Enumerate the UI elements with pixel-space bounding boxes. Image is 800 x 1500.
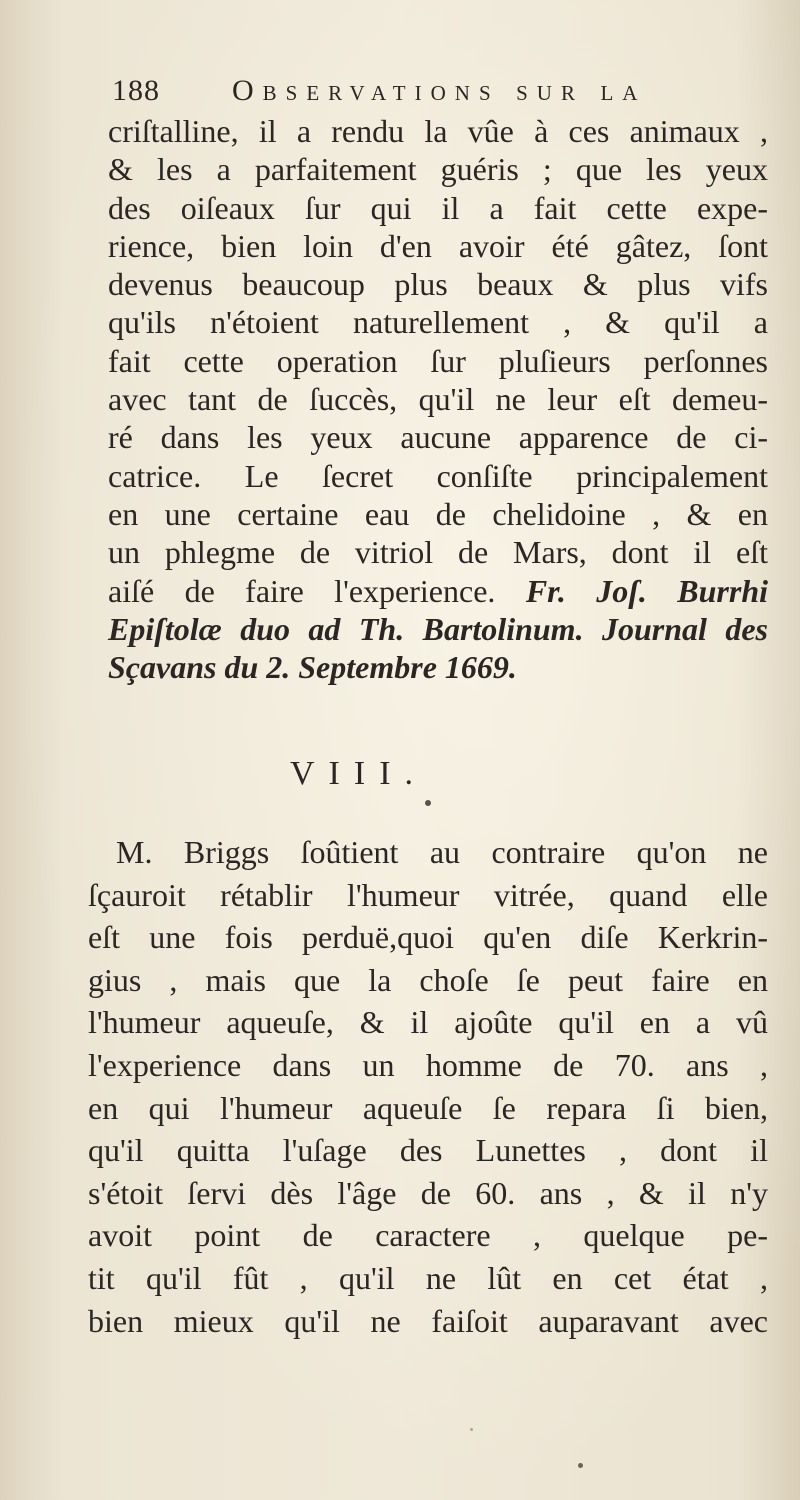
citation-start: Fr. Joſ. Burrhi — [525, 572, 769, 609]
text-line: devenus beaucoup plus beaux & plus vifs — [108, 266, 768, 303]
page-number: 188 — [112, 74, 160, 107]
paper-speck — [470, 1428, 473, 1431]
running-head: Observations sur la — [232, 74, 647, 107]
page-header — [112, 70, 712, 114]
text-line: M. Briggs ſoûtient au contraire qu'on ne — [116, 834, 768, 870]
text-line: en une certaine eau de chelidoine , & en — [108, 495, 768, 532]
section-heading: VIII. — [290, 755, 428, 792]
text-fragment: aiſé de faire l'experience. — [108, 572, 496, 609]
text-line: un phlegme de vitriol de Mars, dont il eſt — [108, 534, 768, 571]
text-line: gius , mais que la choſe ſe peut faire en — [88, 961, 768, 998]
text-line: avoit point de caractere , quelque pe- — [88, 1217, 768, 1254]
ornament-dot — [425, 800, 431, 806]
text-line: & les a parfaitement guéris ; que les yeux — [108, 151, 768, 188]
citation-line: Sçavans du 2. Septembre 1669. — [108, 649, 517, 686]
text-line: catrice. Le ſecret conſiſte principalement — [108, 457, 768, 494]
text-line: ré dans les yeux aucune apparence de ci- — [108, 419, 768, 456]
paragraph-1 — [108, 112, 768, 686]
text-line: ſçauroit rétablir l'humeur vitrée, quand elle — [88, 876, 768, 913]
text-line: criſtalline, il a rendu la vûe à ces animaux , — [108, 113, 768, 149]
text-line: l'humeur aqueuſe, & il ajoûte qu'il en a vû — [88, 1004, 768, 1041]
text-line: qu'il quitta l'uſage des Lunettes , dont il — [88, 1132, 768, 1169]
text-line: eſt une fois perduë,quoi qu'en diſe Kerkrin- — [88, 919, 768, 956]
text-line: avec tant de ſuccès, qu'il ne leur eſt demeu- — [108, 381, 768, 418]
text-line: l'experience dans un homme de 70. ans , — [88, 1046, 768, 1083]
text-line: tit qu'il fût , qu'il ne lût en cet état , — [88, 1259, 768, 1296]
text-line: qu'ils n'étoient naturellement , & qu'il a — [108, 304, 768, 341]
citation-line: Epiſtolæ duo ad Th. Bartolinum. Journal des — [108, 610, 768, 647]
paper-speck — [578, 1463, 583, 1468]
text-line: bien mieux qu'il ne faiſoit auparavant avec — [88, 1302, 768, 1339]
text-line: fait cette operation ſur pluſieurs perſonnes — [108, 342, 768, 379]
paragraph-2 — [88, 831, 768, 1342]
text-line: rience, bien loin d'en avoir été gâtez, ſont — [108, 227, 768, 264]
text-line: des oiſeaux ſur qui il a fait cette expe- — [108, 189, 768, 226]
text-line: en qui l'humeur aqueuſe ſe repara ſi bien, — [88, 1089, 768, 1126]
text-line-with-citation — [108, 572, 768, 610]
text-line: s'étoit ſervi dès l'âge de 60. ans , & il n'y — [88, 1174, 768, 1211]
